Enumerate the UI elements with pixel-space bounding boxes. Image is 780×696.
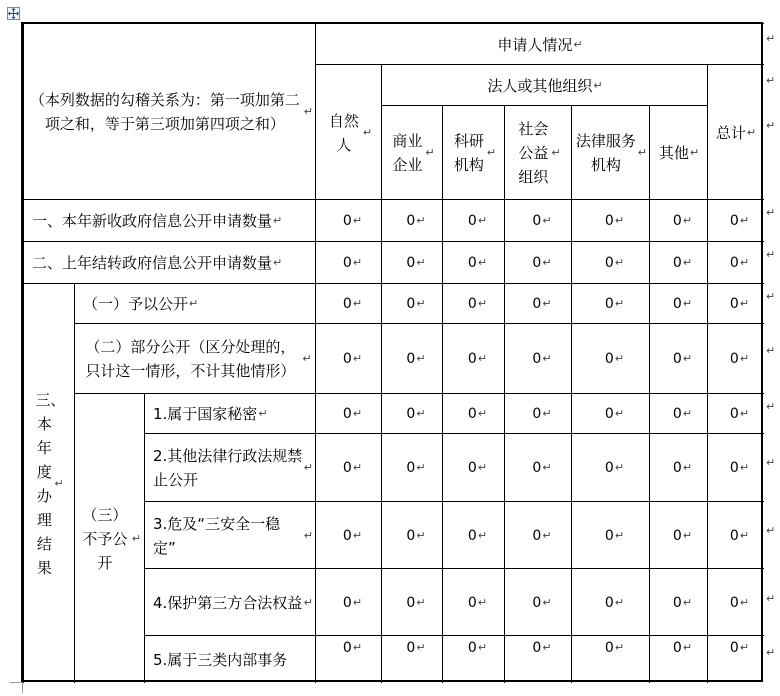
paragraph-mark: ↵ [258, 407, 268, 420]
value-partial-other [649, 323, 708, 394]
value-new-requests-business-text: 0 [406, 213, 416, 229]
value-laws-prohibit-business [381, 433, 443, 502]
value-internal-affairs-legal-service [571, 635, 650, 683]
value-third-party-natural-person [315, 568, 382, 636]
paragraph-mark: ↵ [542, 407, 552, 420]
paragraph-mark: ↵ [303, 461, 313, 474]
value-state-secret-total [707, 393, 764, 434]
value-laws-prohibit-total [707, 433, 764, 502]
paragraph-mark: ↵ [551, 146, 561, 159]
paragraph-mark: ↵ [682, 256, 693, 269]
paragraph-mark: ↵ [352, 528, 363, 542]
value-internal-affairs-business [381, 635, 443, 683]
value-third-party-business [381, 568, 443, 636]
header-business-text: 商业企业 [392, 132, 423, 174]
paragraph-mark: ↵ [682, 407, 693, 420]
row-label-three-safety [144, 501, 316, 569]
value-new-requests-total-text: 0 [729, 213, 739, 229]
paragraph-mark: ↵ [573, 37, 583, 51]
paragraph-mark: ↵ [477, 528, 488, 542]
paragraph-mark: ↵ [682, 595, 693, 609]
row-label-disclose [74, 283, 316, 324]
row-end-mark: ↵ [766, 400, 776, 413]
row-label-disclose-text: （一）予以公开 [83, 295, 189, 313]
value-state-secret-research-text: 0 [467, 406, 477, 422]
paragraph-mark: ↵ [477, 407, 488, 420]
row-label-internal-affairs [144, 635, 316, 683]
row-label-partial [74, 323, 316, 394]
paragraph-mark: ↵ [682, 214, 693, 227]
value-third-party-business-text: 0 [406, 594, 416, 611]
paragraph-mark: ↵ [352, 461, 363, 474]
value-internal-affairs-public-welfare [504, 635, 572, 683]
paragraph-mark: ↵ [739, 352, 750, 365]
row-label-state-secret [144, 393, 316, 434]
value-third-party-public-welfare-text: 0 [532, 594, 542, 611]
header-applicant-situation-text: 申请人情况 [497, 35, 573, 54]
value-state-secret-natural-person-text: 0 [342, 406, 352, 422]
paragraph-mark: ↵ [352, 641, 363, 654]
value-disclose-research-text: 0 [467, 296, 477, 312]
value-three-safety-natural-person [315, 501, 382, 569]
paragraph-mark: ↵ [739, 214, 750, 227]
row-end-mark: ↵ [766, 290, 776, 303]
value-partial-natural-person [315, 323, 382, 394]
row-label-new-requests-text: 一、本年新收政府信息公开申请数量 [32, 212, 273, 230]
paragraph-mark: ↵ [739, 528, 750, 542]
paragraph-mark: ↵ [477, 461, 488, 474]
value-state-secret-business-text: 0 [406, 406, 416, 422]
value-carryover-public-welfare [504, 241, 572, 284]
value-partial-total [707, 323, 764, 394]
paragraph-mark: ↵ [273, 214, 283, 227]
value-new-requests-natural-person [315, 199, 382, 242]
header-total-text: 总计 [715, 123, 746, 142]
value-new-requests-public-welfare-text: 0 [532, 213, 542, 229]
header-public-welfare [504, 105, 572, 200]
value-internal-affairs-total [707, 635, 764, 683]
value-internal-affairs-public-welfare-text: 0 [532, 640, 542, 656]
value-carryover-other-text: 0 [672, 255, 682, 271]
paragraph-mark: ↵ [352, 352, 363, 365]
value-third-party-research-text: 0 [467, 594, 477, 611]
paragraph-mark: ↵ [486, 146, 497, 159]
value-laws-prohibit-other-text: 0 [672, 460, 682, 476]
value-partial-research [442, 323, 505, 394]
value-new-requests-other [649, 199, 708, 242]
value-laws-prohibit-legal-service-text: 0 [604, 460, 614, 476]
row-label-laws-prohibit [144, 433, 316, 502]
header-applicant-situation [315, 23, 764, 65]
value-carryover-total [707, 241, 764, 284]
paragraph-mark: ↵ [614, 352, 625, 365]
value-internal-affairs-research [442, 635, 505, 683]
value-internal-affairs-other [649, 635, 708, 683]
value-three-safety-research-text: 0 [467, 527, 477, 544]
header-legal-org-text: 法人或其他组织 [487, 76, 593, 95]
value-new-requests-total [707, 199, 764, 242]
value-partial-public-welfare-text: 0 [532, 351, 542, 367]
value-disclose-business [381, 283, 443, 324]
paragraph-mark: ↵ [416, 461, 426, 474]
value-disclose-legal-service-text: 0 [604, 296, 614, 312]
row-end-mark: ↵ [766, 592, 776, 605]
row-label-not-disclose-text: （三）不予公开 [82, 505, 128, 572]
value-carryover-business [381, 241, 443, 284]
value-disclose-natural-person-text: 0 [342, 296, 352, 312]
paragraph-mark: ↵ [746, 125, 757, 139]
value-third-party-public-welfare [504, 568, 572, 636]
table-move-handle[interactable] [7, 7, 20, 20]
value-internal-affairs-other-text: 0 [672, 640, 682, 656]
paragraph-mark: ↵ [542, 595, 552, 609]
value-state-secret-business [381, 393, 443, 434]
value-state-secret-other [649, 393, 708, 434]
paragraph-mark: ↵ [739, 297, 750, 310]
row-label-not-disclose [74, 393, 145, 683]
paragraph-mark: ↵ [189, 297, 199, 310]
paragraph-mark: ↵ [614, 461, 625, 474]
row-end-mark: ↵ [766, 524, 776, 537]
paragraph-mark: ↵ [593, 78, 603, 92]
row-end-mark: ↵ [766, 456, 776, 469]
value-internal-affairs-legal-service-text: 0 [604, 640, 614, 656]
value-disclose-total-text: 0 [729, 296, 739, 312]
paragraph-mark: ↵ [542, 641, 552, 654]
value-three-safety-business [381, 501, 443, 569]
row-label-results-section-text: 三、本年度办理结果 [35, 390, 66, 577]
value-three-safety-total [707, 501, 764, 569]
paragraph-mark: ↵ [352, 214, 363, 227]
paragraph-mark: ↵ [352, 297, 363, 310]
paragraph-mark: ↵ [689, 146, 700, 159]
paragraph-mark: ↵ [739, 641, 750, 654]
value-internal-affairs-natural-person [315, 635, 382, 683]
paragraph-mark: ↵ [739, 461, 750, 474]
paragraph-mark: ↵ [416, 214, 426, 227]
value-internal-affairs-research-text: 0 [467, 640, 477, 656]
value-internal-affairs-business-text: 0 [406, 640, 416, 656]
value-disclose-natural-person [315, 283, 382, 324]
paragraph-mark: ↵ [416, 407, 426, 420]
value-third-party-natural-person-text: 0 [342, 594, 352, 611]
paragraph-mark: ↵ [352, 407, 363, 420]
paragraph-mark: ↵ [477, 352, 488, 365]
row-label-new-requests [23, 199, 316, 242]
value-three-safety-other [649, 501, 708, 569]
value-disclose-business-text: 0 [406, 296, 416, 312]
value-third-party-total [707, 568, 764, 636]
paragraph-mark: ↵ [352, 595, 363, 609]
value-laws-prohibit-total-text: 0 [729, 460, 739, 476]
value-state-secret-natural-person [315, 393, 382, 434]
value-carryover-research [442, 241, 505, 284]
value-carryover-total-text: 0 [729, 255, 739, 271]
value-partial-public-welfare [504, 323, 572, 394]
value-new-requests-natural-person-text: 0 [342, 213, 352, 229]
value-three-safety-public-welfare-text: 0 [532, 527, 542, 544]
value-laws-prohibit-research [442, 433, 505, 502]
value-disclose-total [707, 283, 764, 324]
value-laws-prohibit-public-welfare-text: 0 [532, 460, 542, 476]
header-legal-org [381, 64, 708, 106]
row-end-mark: ↵ [766, 344, 776, 357]
value-state-secret-legal-service-text: 0 [604, 406, 614, 422]
move-arrows-icon [8, 8, 19, 19]
paragraph-mark: ↵ [416, 641, 426, 654]
row-end-mark: ↵ [766, 32, 776, 45]
value-partial-other-text: 0 [672, 351, 682, 367]
paragraph-mark: ↵ [477, 641, 488, 654]
paragraph-mark: ↵ [614, 595, 625, 609]
value-three-safety-total-text: 0 [729, 527, 739, 544]
value-disclose-legal-service [571, 283, 650, 324]
paragraph-mark: ↵ [54, 476, 64, 490]
value-state-secret-other-text: 0 [672, 406, 682, 422]
paragraph-mark: ↵ [416, 595, 426, 609]
paragraph-mark: ↵ [362, 125, 373, 139]
header-research-text: 科研机构 [453, 132, 484, 174]
value-partial-legal-service [571, 323, 650, 394]
value-carryover-business-text: 0 [406, 255, 416, 271]
row-end-mark: ↵ [766, 248, 776, 261]
value-carryover-public-welfare-text: 0 [532, 255, 542, 271]
header-research [442, 105, 505, 200]
value-laws-prohibit-research-text: 0 [467, 460, 477, 476]
row-label-third-party [144, 568, 316, 636]
value-partial-business [381, 323, 443, 394]
row-end-mark: ↵ [766, 646, 776, 659]
value-carryover-legal-service [571, 241, 650, 284]
paragraph-mark: ↵ [542, 528, 552, 542]
paragraph-mark: ↵ [477, 297, 488, 310]
paragraph-mark: ↵ [542, 352, 552, 365]
paragraph-mark: ↵ [739, 256, 750, 269]
row-end-mark: ↵ [766, 74, 776, 87]
row-label-results-section [23, 283, 75, 683]
value-partial-research-text: 0 [467, 351, 477, 367]
paragraph-mark: ↵ [416, 528, 426, 542]
paragraph-mark: ↵ [614, 256, 625, 269]
value-three-safety-legal-service-text: 0 [604, 527, 614, 544]
paragraph-mark: ↵ [682, 528, 693, 542]
paragraph-mark: ↵ [637, 146, 647, 159]
value-partial-natural-person-text: 0 [342, 351, 352, 367]
paragraph-mark: ↵ [477, 256, 488, 269]
value-carryover-legal-service-text: 0 [604, 255, 614, 271]
paragraph-mark: ↵ [682, 461, 693, 474]
header-business [381, 105, 443, 200]
paragraph-mark: ↵ [416, 297, 426, 310]
value-third-party-other-text: 0 [672, 594, 682, 611]
value-disclose-public-welfare [504, 283, 572, 324]
value-partial-business-text: 0 [406, 351, 416, 367]
header-other-text: 其他 [658, 144, 689, 162]
header-legal-service [571, 105, 650, 200]
value-new-requests-other-text: 0 [672, 213, 682, 229]
value-laws-prohibit-other [649, 433, 708, 502]
paragraph-mark: ↵ [614, 214, 625, 227]
value-laws-prohibit-business-text: 0 [406, 460, 416, 476]
value-carryover-research-text: 0 [467, 255, 477, 271]
value-disclose-other [649, 283, 708, 324]
paragraph-mark: ↵ [739, 595, 750, 609]
row-label-third-party-text: 4.保护第三方合法权益 [153, 593, 303, 612]
paragraph-mark: ↵ [416, 352, 426, 365]
header-natural-person-text: 自然人 [328, 111, 359, 154]
value-three-safety-business-text: 0 [406, 527, 416, 544]
value-laws-prohibit-natural-person-text: 0 [342, 460, 352, 476]
value-partial-total-text: 0 [729, 351, 739, 367]
row-end-mark: ↵ [766, 119, 776, 132]
value-new-requests-business [381, 199, 443, 242]
value-state-secret-public-welfare-text: 0 [532, 406, 542, 422]
paragraph-mark: ↵ [682, 352, 693, 365]
paragraph-mark: ↵ [273, 256, 283, 269]
paragraph-mark: ↵ [542, 256, 552, 269]
header-other [649, 105, 708, 200]
value-third-party-research [442, 568, 505, 636]
header-note-cell [23, 23, 316, 200]
row-label-carryover [23, 241, 316, 284]
value-partial-legal-service-text: 0 [604, 351, 614, 367]
paragraph-mark: ↵ [682, 641, 693, 654]
value-third-party-legal-service-text: 0 [604, 594, 614, 611]
value-disclose-other-text: 0 [672, 296, 682, 312]
value-new-requests-public-welfare [504, 199, 572, 242]
value-state-secret-research [442, 393, 505, 434]
value-new-requests-legal-service-text: 0 [604, 213, 614, 229]
value-laws-prohibit-natural-person [315, 433, 382, 502]
value-three-safety-public-welfare [504, 501, 572, 569]
paragraph-mark: ↵ [614, 528, 625, 542]
header-public-welfare-text: 社会公益组织 [518, 120, 549, 186]
header-total [707, 64, 764, 200]
paragraph-mark: ↵ [303, 595, 313, 609]
paragraph-mark: ↵ [739, 407, 750, 420]
paragraph-mark: ↵ [542, 214, 552, 227]
value-state-secret-legal-service [571, 393, 650, 434]
value-internal-affairs-natural-person-text: 0 [342, 640, 352, 656]
header-note-cell-text: （本列数据的勾稽关系为：第一项加第二项之和，等于第三项加第四项之和） [29, 91, 300, 133]
value-disclose-public-welfare-text: 0 [532, 296, 542, 312]
paragraph-mark: ↵ [425, 146, 435, 159]
value-new-requests-research-text: 0 [467, 213, 477, 229]
header-legal-service-text: 法律服务机构 [575, 132, 636, 174]
paragraph-mark: ↵ [302, 352, 312, 365]
row-label-laws-prohibit-text: 2.其他法律行政法规禁止公开 [153, 447, 303, 489]
value-third-party-total-text: 0 [729, 594, 739, 611]
paragraph-mark: ↵ [477, 595, 488, 609]
value-new-requests-legal-service [571, 199, 650, 242]
row-label-three-safety-text: 3.危及“三安全一稳定” [153, 514, 281, 557]
value-three-safety-other-text: 0 [672, 527, 682, 544]
value-new-requests-research [442, 199, 505, 242]
paragraph-mark: ↵ [614, 641, 625, 654]
paragraph-mark: ↵ [303, 105, 313, 118]
value-laws-prohibit-public-welfare [504, 433, 572, 502]
value-carryover-natural-person [315, 241, 382, 284]
paragraph-mark: ↵ [131, 531, 142, 545]
value-carryover-other [649, 241, 708, 284]
paragraph-mark: ↵ [614, 407, 625, 420]
paragraph-mark: ↵ [477, 214, 488, 227]
row-label-partial-text: （二）部分公开（区分处理的，只计这一情形，不计其他情形） [85, 338, 296, 380]
value-three-safety-natural-person-text: 0 [342, 527, 352, 544]
value-state-secret-total-text: 0 [729, 406, 739, 422]
value-third-party-other [649, 568, 708, 636]
row-label-internal-affairs-text: 5.属于三类内部事务 [153, 650, 288, 669]
row-end-mark: ↵ [766, 206, 776, 219]
header-natural-person [315, 64, 382, 200]
value-state-secret-public-welfare [504, 393, 572, 434]
paragraph-mark: ↵ [416, 256, 426, 269]
row-label-carryover-text: 二、上年结转政府信息公开申请数量 [32, 254, 273, 272]
value-carryover-natural-person-text: 0 [342, 255, 352, 271]
paragraph-mark: ↵ [542, 461, 552, 474]
value-third-party-legal-service [571, 568, 650, 636]
paragraph-mark: ↵ [682, 297, 693, 310]
value-laws-prohibit-legal-service [571, 433, 650, 502]
value-internal-affairs-total-text: 0 [729, 640, 739, 656]
value-three-safety-legal-service [571, 501, 650, 569]
paragraph-mark: ↵ [303, 528, 313, 542]
paragraph-mark: ↵ [614, 297, 625, 310]
row-label-state-secret-text: 1.属于国家秘密 [153, 405, 258, 423]
value-three-safety-research [442, 501, 505, 569]
paragraph-mark: ↵ [542, 297, 552, 310]
paragraph-mark: ↵ [352, 256, 363, 269]
text-boundary-mark [10, 682, 23, 693]
value-disclose-research [442, 283, 505, 324]
